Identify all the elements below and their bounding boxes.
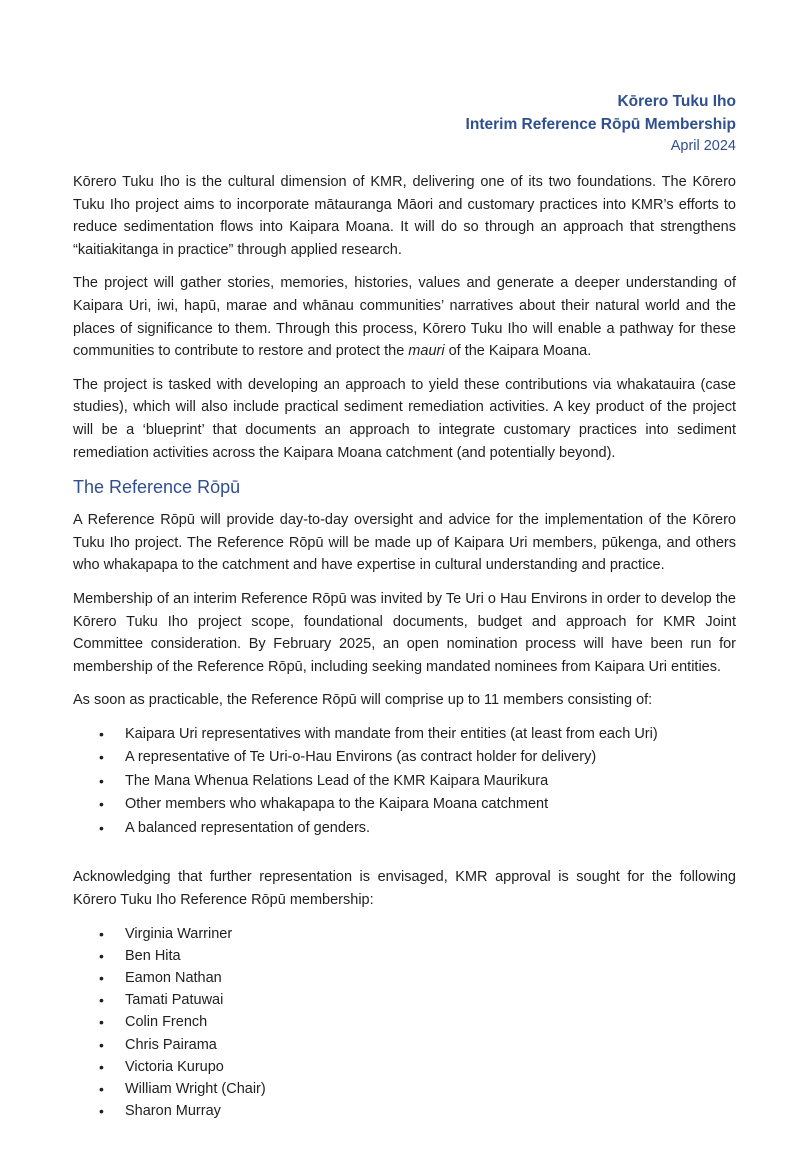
list-item: • Kaipara Uri representatives with mandate from their entities (at least from each Uri) xyxy=(73,723,736,747)
member-criteria-list xyxy=(73,723,736,841)
section-paragraph-3: As soon as practicable, the Reference Rōpū will comprise up to 11 members consisting of: xyxy=(73,692,653,709)
list-item: • Victoria Kurupo xyxy=(73,1056,736,1078)
list-item: • A balanced representation of genders. xyxy=(73,817,736,841)
document-header xyxy=(73,90,736,157)
list-item: • Other members who whakapapa to the Kaipara Moana catchment xyxy=(73,793,736,817)
list-item: • William Wright (Chair) xyxy=(73,1078,736,1100)
section-paragraph-4: Acknowledging that further representation is envisaged, KMR approval is sought for the following Kōrero Tuku Iho Reference Rōpū membership: xyxy=(73,869,736,908)
list-item: • Eamon Nathan xyxy=(73,967,736,989)
document-title: Kōrero Tuku Iho xyxy=(617,93,736,110)
section-paragraph-1: A Reference Rōpū will provide day-to-day oversight and advice for the implementation of the Kōrero Tuku Iho project. The Reference Rōpū will be made up of Kaipara Uri members, pūkenga, and others who whakapapa to the catchment and have expertise in cultural understanding and practice. xyxy=(73,512,736,574)
section-paragraph-2: Membership of an interim Reference Rōpū was invited by Te Uri o Hau Environs in order to develop the Kōrero Tuku Iho project scope, foundational documents, budget and approach for KMR Joint Committee consideration. By February 2025, an open nomination process will have been run for membership of the Reference Rōpū, including seeking mandated nominees from Kaipara Uri entities. xyxy=(73,590,736,675)
list-item: • Ben Hita xyxy=(73,945,736,967)
intro-paragraph-2 xyxy=(73,272,736,362)
intro-paragraph-2-italic: mauri xyxy=(408,343,445,360)
intro-paragraph-2-text-a: The project will gather stories, memories, histories, values and generate a deeper understanding of Kaipara Uri, iwi, hapū, marae and whānau communities’ narratives about their natural world and the places of significance to them. Through this process, Kōrero Tuku Iho will enable a pathway for these communities to contribute to restore and protect the xyxy=(73,275,736,360)
section-heading: The Reference Rōpū xyxy=(73,477,241,498)
intro-paragraph-1: Kōrero Tuku Iho is the cultural dimension of KMR, delivering one of its two foundations. The Kōrero Tuku Iho project aims to incorporate mātauranga Māori and customary practices into KMR’s efforts to reduce sedimentation flows into Kaipara Moana. It will do so through an approach that strengthens “kaitiakitanga in practice” through applied research. xyxy=(73,174,736,258)
membership-names-list xyxy=(73,923,736,1123)
intro-paragraph-3: The project is tasked with developing an approach to yield these contributions via whakatauira (case studies), which will also include practical sediment remediation activities. A key product of the project will be a ‘blueprint’ that documents an approach to integrate customary practices into sediment remediation activities across the Kaipara Moana catchment (and potentially beyond). xyxy=(73,376,736,461)
document-subtitle: Interim Reference Rōpū Membership xyxy=(465,116,736,133)
list-item: • Sharon Murray xyxy=(73,1100,736,1122)
list-item: • The Mana Whenua Relations Lead of the KMR Kaipara Maurikura xyxy=(73,770,736,794)
list-item: • Colin French xyxy=(73,1011,736,1033)
list-item: • Virginia Warriner xyxy=(73,923,736,945)
list-item: • Tamati Patuwai xyxy=(73,989,736,1011)
list-item: • Chris Pairama xyxy=(73,1034,736,1056)
list-item: • A representative of Te Uri-o-Hau Environs (as contract holder for delivery) xyxy=(73,746,736,770)
intro-paragraph-2-text-b: of the Kaipara Moana. xyxy=(444,343,592,360)
document-date: April 2024 xyxy=(670,138,736,154)
